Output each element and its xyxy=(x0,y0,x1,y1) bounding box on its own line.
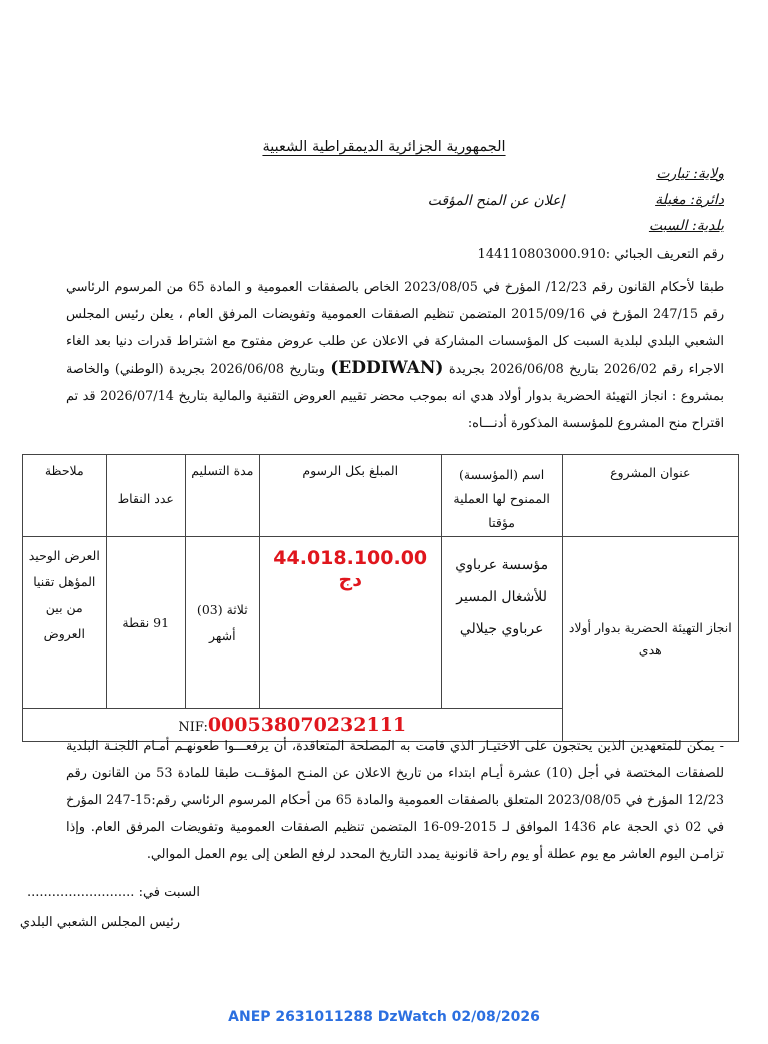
baladia-label: بلدية: السبت xyxy=(648,218,724,234)
table-header-row xyxy=(23,455,739,537)
header-delay: مدة التسليم xyxy=(185,455,259,537)
award-table xyxy=(22,454,739,742)
nif-label: NIF: xyxy=(178,720,208,735)
appeal-paragraph: - يمكن للمتعهدين الذين يحتجون على الاختيـار الذي قامت به المصلحة المتعاقدة، أن يرفعـــوا طعونهـم أمـام اللجنـة البلدية للصفقات المختصة في أجل (10) عشرة أيـام ابتداء من تاريخ الاعلان عن المنـح المؤقــت طبقا للمادة 53 من القانون رقم 12/23 المؤرخ في 2023/08/05 المتعلق بالصفقات العمومية والمادة 65 من أحكام المرسوم الرئاسي رقم:15-247 المؤرخ في 02 ذي الحجة عام 1436 الموافق لـ 2015-09-16 المتضمن تنظيم الصفقات العمومية وتفويضات المرفق العام. وإذا تزامـن اليوم العاشر مع يوم عطلة أو يوم راحة قانونية يمدد التاريخ المحدد لرفع الطعن إلى يوم العمل الموالي. xyxy=(66,739,725,862)
header-project: عنوان المشروع xyxy=(562,455,738,537)
tax-id: رقم التعريف الجبائي :144110803000.910 xyxy=(477,247,724,262)
cell-delay: ثلاثة (03) أشهر xyxy=(185,537,259,709)
header-name: اسم (المؤسسة) الممنوح لها العملية مؤقتا xyxy=(441,455,562,537)
header-amount: المبلغ بكل الرسوم xyxy=(259,455,441,537)
footer-reference: ANEP 2631011288 DzWatch 02/08/2026 xyxy=(228,1009,540,1025)
table-row xyxy=(23,537,739,709)
daira-label: دائرة: مغيلة xyxy=(655,192,724,208)
signature-place: السبت في: .......................... xyxy=(27,885,200,900)
intro-paragraph xyxy=(66,274,724,437)
cell-note: العرض الوحيد المؤهل تقنيا من بين العروض xyxy=(23,537,107,709)
announcement-title: إعلان عن المنح المؤقت xyxy=(427,193,565,209)
cell-project: انجاز التهيئة الحضرية بدوار أولاد هدي xyxy=(562,537,738,742)
signature-title: رئيس المجلس الشعبي البلدي xyxy=(19,915,180,930)
cell-points: 91 نقطة xyxy=(106,537,185,709)
header-points: عدد النقاط xyxy=(106,455,185,537)
amount-value: 44.018.100.00 دج xyxy=(273,547,428,591)
cell-amount xyxy=(259,537,441,709)
intro-text-before: طبقا لأحكام القانون رقم 12/23/ المؤرخ في 2023/08/05 الخاص بالصفقات العمومية و المادة 65 من المرسوم الرئاسي رقم 247/15 المؤرخ في 2015/09/16 المتضمن تنظيم الصفقات العمومية وتفويضات المرفق العام ، يعلن رئيس المجلس الشعبي البلدي لبلدية السبت كل المؤسسات المشاركة في الاعلان عن طلب عروض مفتوح مع اشتراط قدرات دنيا بعد الغاء الاجراء رقم 2026/02 بتاريخ 2026/06/08 بجريدة xyxy=(66,280,725,377)
header-note: ملاحظة xyxy=(23,455,107,537)
republic-heading: الجمهورية الجزائرية الديمقراطية الشعبية xyxy=(262,139,506,155)
intro-text-after: وبتاريخ 2026/06/08 بجريدة (الوطني) والخاصة بمشروع : انجاز التهيئة الحضرية بدوار أولاد هدي انه بموجب محضر تقييم العروض التقنية والمالية بتاريخ 2026/07/14 قد تم اقتراح منح المشروع للمؤسسة المذكورة أدنـــاه: xyxy=(66,362,724,431)
wilaya-label: ولاية: تيارت xyxy=(656,166,724,182)
cell-name: مؤسسة عرباوي للأشغال المسير عرباوي جيلالي xyxy=(441,537,562,709)
nif-value: 000538070232111 xyxy=(207,714,407,736)
newspaper-name: (EDDIWAN) xyxy=(330,358,444,378)
